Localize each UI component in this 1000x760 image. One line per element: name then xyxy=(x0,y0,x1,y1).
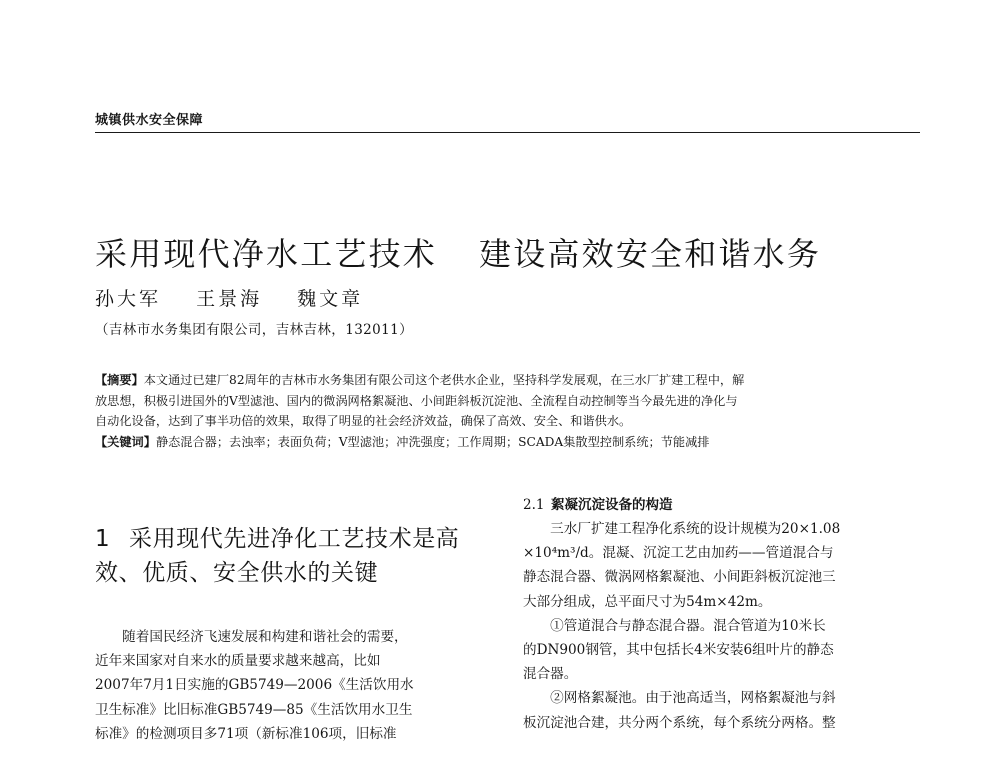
section-heading-text: 效、优质、安全供水的关键 xyxy=(95,560,379,586)
subsection-heading-text: 絮凝沉淀设备的构造 xyxy=(551,497,673,513)
article-title xyxy=(95,229,821,275)
text-line: 三水厂扩建工程净化系统的设计规模为20×1.08 xyxy=(523,521,841,537)
subsection-number: 2.1 xyxy=(523,497,545,513)
keywords-line xyxy=(95,432,923,453)
subsection-2-1-body xyxy=(523,517,928,735)
abstract-label: 【摘要】 xyxy=(95,373,144,387)
header-rule xyxy=(95,132,920,133)
abstract-line xyxy=(95,370,923,391)
subsection-2-1-heading xyxy=(523,493,928,513)
author-name: 孙大军 xyxy=(95,288,162,310)
text-line: 2007年7月1日实施的GB5749—2006《生活饮用水 xyxy=(95,677,414,694)
text-line: 随着国民经济飞速发展和构建和谐社会的需要， xyxy=(95,629,408,645)
text-line: 静态混合器、微涡网格絮凝池、小间距斜板沉淀池三 xyxy=(523,569,836,586)
section-number: 1 xyxy=(95,526,111,552)
text-line: 板沉淀池合建，共分两个系统，每个系统分两格。整 xyxy=(523,714,836,731)
left-column xyxy=(95,522,500,746)
author-name: 魏文章 xyxy=(297,288,364,310)
author-list xyxy=(95,284,389,311)
abstract-line: 自动化设备，达到了事半功倍的效果，取得了明显的社会经济效益，确保了高效、安全、和谐供水。 xyxy=(95,414,632,428)
text-line: ×10⁴m³/d。混凝、沉淀工艺由加药——管道混合与 xyxy=(523,545,834,562)
text-line: 卫生标准》比旧标准GB5749—85《生活饮用水卫生 xyxy=(95,701,413,718)
keywords-text: 静态混合器；去浊率；表面负荷；V型滤池；冲洗强度；工作周期；SCADA集散型控制系统；节能减排 xyxy=(155,434,710,449)
text-line: 混合器。 xyxy=(523,666,578,683)
right-column xyxy=(523,493,928,735)
abstract-line: 放思想，积极引进国外的V型滤池、国内的微涡网格絮凝池、小间距斜板沉淀池、全流程自动控制等当今最先进的净化与 xyxy=(95,393,738,408)
text-line: ①管道混合与静态混合器。混合管道为10米长 xyxy=(523,617,826,634)
keywords-label: 【关键词】 xyxy=(95,434,156,449)
section-heading-text: 采用现代先进净化工艺技术是高 xyxy=(129,526,460,552)
text-line: ②网格絮凝池。由于池高适当，网格絮凝池与斜 xyxy=(523,690,836,707)
affiliation: （吉林市水务集团有限公司，吉林吉林，132011） xyxy=(95,322,414,338)
text-line: 标准》的检测项目多71项（新标准106项，旧标准 xyxy=(95,725,397,742)
running-header: 城镇供水安全保障 xyxy=(95,113,204,128)
author-name: 王景海 xyxy=(196,288,263,310)
text-line: 的DN900钢管，其中包括长4米安装6组叶片的静态 xyxy=(523,642,834,659)
section-1-heading xyxy=(95,522,500,590)
title-part-2: 建设高效安全和谐水务 xyxy=(479,235,822,274)
title-part-1: 采用现代净水工艺技术 xyxy=(95,235,438,274)
section-1-paragraph xyxy=(95,625,500,746)
abstract-text: 本文通过已建厂82周年的吉林市水务集团有限公司这个老供水企业，坚持科学发展观，在三水厂扩建工程中，解 xyxy=(143,373,745,387)
abstract-block xyxy=(95,370,923,452)
text-line: 大部分组成，总平面尺寸为54m×42m。 xyxy=(523,593,772,610)
text-line: 近年来国家对自来水的质量要求越来越高，比如 xyxy=(95,653,381,670)
